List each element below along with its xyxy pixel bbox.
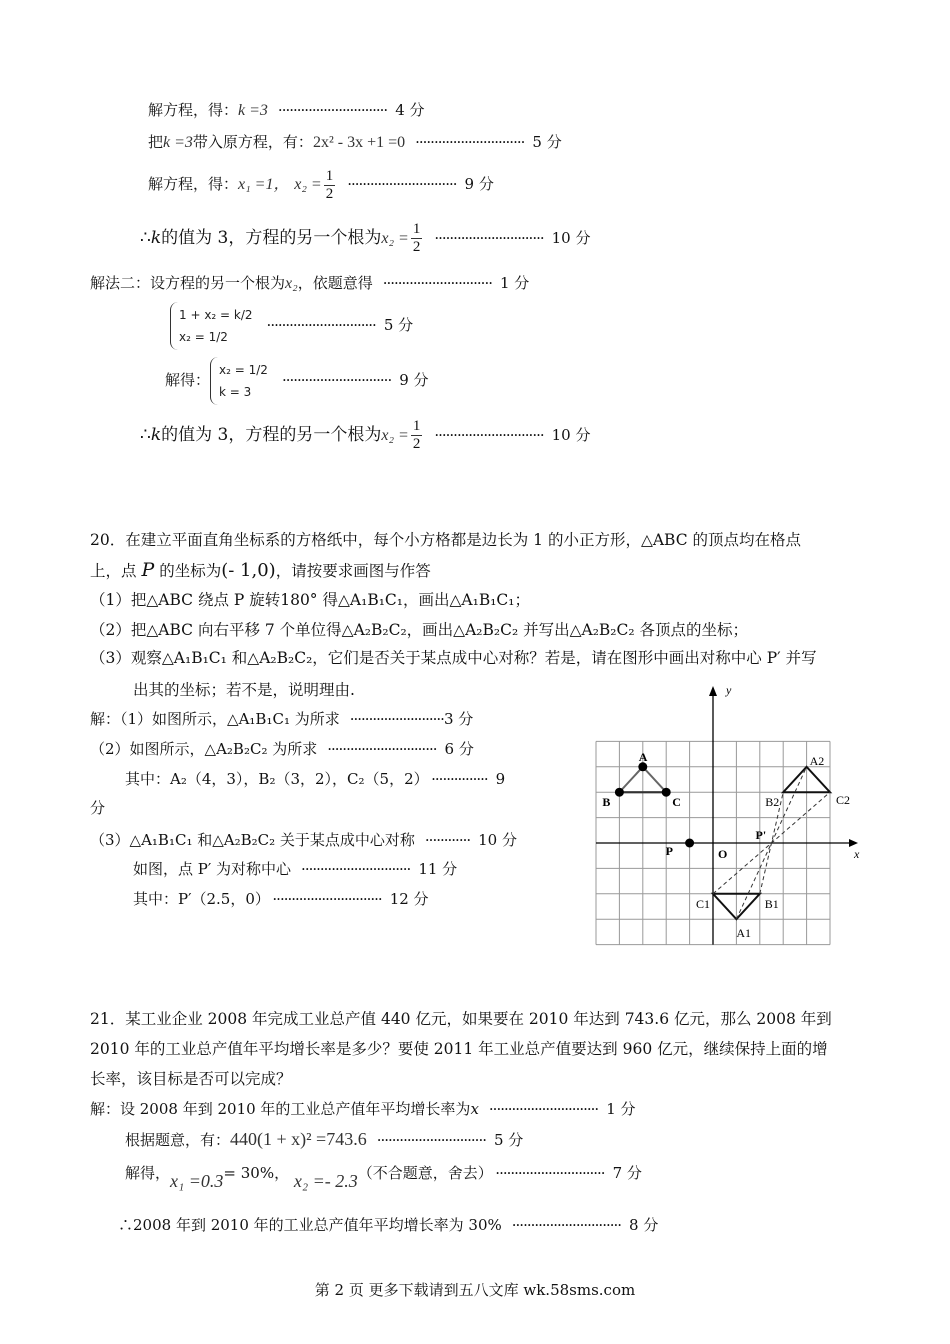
score: 11 分 — [418, 860, 458, 878]
text: 上，点 — [90, 562, 137, 580]
equation: 2x² - 3x +1 =0 — [312, 134, 406, 151]
denominator: 2 — [412, 239, 421, 255]
point-c — [662, 788, 671, 797]
point-label-p: P — [665, 844, 673, 858]
fraction — [324, 168, 336, 203]
leader-dots: ····························· — [434, 426, 544, 444]
equation: x₂ = 1/2 — [179, 330, 228, 344]
origin-label: O — [718, 847, 728, 861]
equation: 1 + x₂ = k/2 — [179, 308, 253, 322]
leader-dots: ····························· — [281, 371, 392, 389]
math: x₂ = — [381, 427, 409, 444]
point-label-c2: C2 — [836, 793, 851, 808]
point-p — [685, 839, 694, 848]
denominator: 2 — [325, 185, 334, 202]
solution2-system2 — [165, 357, 429, 405]
leader-dots: ····························· — [415, 133, 525, 151]
point-label-b2: B2 — [765, 795, 780, 810]
q21-answer1 — [90, 1099, 636, 1119]
score: 9 分 — [399, 371, 429, 389]
equation: k = 3 — [219, 385, 252, 399]
therefore: ∴ — [140, 228, 151, 248]
point-label-b1: B1 — [764, 896, 779, 911]
text: 其中：A₂（4，3），B₂（3，2），C₂（5，2） — [125, 770, 422, 788]
leader-dots: ····························· — [347, 175, 457, 193]
q20-answer1 — [90, 709, 473, 729]
solution1-line2 — [148, 132, 562, 153]
score: 4 分 — [395, 101, 425, 119]
leader-dots: ····························· — [272, 890, 382, 908]
text: 的值为 3，方程的另一个根为 — [161, 425, 382, 445]
score: 3 分 — [443, 710, 474, 728]
q21-conclusion — [118, 1215, 658, 1235]
text: 解法二：设方程的另一个根为 — [90, 274, 286, 292]
text: 根据题意，有： — [125, 1131, 231, 1149]
fraction — [411, 221, 423, 256]
y-axis-arrow-icon — [709, 686, 717, 696]
q20-answer2-coords — [125, 769, 505, 789]
text: ∴2008 年到 2010 年的工业总产值年平均增长率为 30% — [118, 1216, 502, 1234]
math: x₂ =- 2.3 — [293, 1171, 358, 1191]
math: x — [470, 1100, 479, 1118]
text: 带入原方程，有： — [192, 133, 313, 151]
q20-answer2-wrap: 分 — [90, 799, 106, 817]
q20-part2: （2）把△ABC 向右平移 7 个单位得△A₂B₂C₂，画出△A₂B₂C₂ 并写出△A₂B₂C₂ 各顶点的坐标； — [90, 621, 749, 639]
q20-answer3-coords — [133, 889, 429, 909]
math: k =3 — [238, 102, 268, 119]
point-b — [615, 788, 624, 797]
point-label-b: B — [602, 795, 611, 810]
q20-part3-cont: 出其的坐标；若不是，说明理由. — [133, 681, 355, 699]
page-footer: 第 2 页 更多下载请到五八文库 wk.58sms.com — [314, 1281, 636, 1299]
math: x₁ =0.3 — [170, 1171, 224, 1191]
x-axis-arrow-icon — [849, 839, 858, 847]
text: = 30%， — [223, 1164, 290, 1182]
coordinate-grid-figure — [590, 680, 860, 950]
q21-stem-line1: 21．某工业企业 2008 年完成工业总产值 440 亿元，如果要在 2010 年达到 743.6 亿元，那么 2008 年到 — [90, 1010, 832, 1028]
leader-dots: ····························· — [327, 740, 437, 758]
equation-system — [210, 357, 272, 405]
leader-dots: ····························· — [434, 229, 544, 247]
text: 其中：P′（2.5，0） — [133, 890, 263, 908]
score: 1 分 — [606, 1100, 636, 1118]
leader-dots: ····························· — [301, 860, 411, 878]
score: 10 分 — [551, 426, 591, 444]
point-label-c: C — [672, 795, 681, 810]
q20-answer3-center — [133, 859, 457, 879]
math: x₂ — [285, 275, 298, 292]
math: P — [141, 559, 155, 581]
equation: x₂ = 1/2 — [219, 363, 268, 377]
score: 5 分 — [383, 316, 414, 334]
score: 9 — [495, 770, 506, 788]
equation: 440(1 + x)² =743.6 — [230, 1129, 367, 1149]
q20-stem-line1: 20．在建立平面直角坐标系的方格纸中，每个小方格都是边长为 1 的小正方形，△ABC 的顶点均在格点 — [90, 531, 802, 549]
text: ，依题意得 — [297, 274, 373, 292]
solution2-system1 — [170, 302, 413, 350]
score: 10 分 — [478, 831, 517, 849]
text: 的坐标为 — [159, 562, 222, 580]
leader-dots: ····························· — [495, 1164, 605, 1182]
leader-dots: ····························· — [266, 316, 376, 334]
leader-dots: ····························· — [488, 1100, 599, 1118]
text: 解得： — [165, 371, 211, 389]
text: 把 — [148, 133, 164, 151]
text: 如图，点 P′ 为对称中心 — [133, 860, 292, 878]
denominator: 2 — [412, 436, 421, 452]
math: (- 1,0) — [221, 560, 276, 581]
score: 7 分 — [612, 1164, 642, 1182]
y-axis-label: y — [726, 683, 732, 697]
q21-answer2 — [125, 1129, 523, 1150]
numerator: 1 — [412, 221, 421, 237]
fraction — [411, 418, 423, 453]
leader-dots: ····························· — [511, 1216, 622, 1234]
point-label-a: A — [638, 749, 648, 764]
q20-stem-line2 — [90, 560, 431, 581]
point-label-a2: A2 — [809, 753, 825, 768]
solution1-line3 — [148, 166, 494, 203]
math: k =3 — [163, 134, 193, 151]
math: x₂ = — [294, 176, 322, 193]
text: （不合题意，舍去） — [357, 1164, 486, 1182]
point-label-p1: P' — [755, 828, 767, 842]
leader-dots: ····························· — [376, 1131, 486, 1149]
point-label-a1: A1 — [736, 926, 752, 941]
text: 解：（1）如图所示，△A₁B₁C₁ 为所求 — [90, 710, 340, 728]
point-label-c1: C1 — [696, 896, 711, 911]
solution2-conclusion — [140, 417, 590, 454]
score: 8 分 — [629, 1216, 659, 1234]
score: 6 分 — [444, 740, 474, 758]
text: （2）如图所示，△A₂B₂C₂ 为所求 — [90, 740, 318, 758]
math: x₂ = — [381, 230, 409, 247]
q20-part3: （3）观察△A₁B₁C₁ 和△A₂B₂C₂，它们是否关于某点成中心对称？若是，请在图形中画出对称中心 P′ 并写 — [90, 649, 817, 667]
q21-stem-line3: 长率，该目标是否可以完成？ — [90, 1070, 292, 1088]
equation-system — [170, 302, 257, 350]
math: k — [150, 425, 162, 445]
math: x₁ =1， — [238, 176, 290, 193]
leader-dots: ············ — [424, 831, 471, 849]
q20-part1: （1）把△ABC 绕点 P 旋转180° 得△A₁B₁C₁，画出△A₁B₁C₁； — [90, 591, 530, 609]
q21-stem-line2: 2010 年的工业总产值年平均增长率是多少？要使 2011 年工业总产值要达到 960 亿元，继续保持上面的增 — [90, 1040, 828, 1058]
q20-answer3 — [90, 830, 517, 850]
text: 解方程，得： — [148, 175, 239, 193]
math: k — [150, 228, 162, 248]
score: 5 分 — [532, 133, 562, 151]
text: 解方程，得： — [148, 101, 239, 119]
leader-dots: ························· — [349, 710, 444, 728]
text: 解：设 2008 年到 2010 年的工业总产值年平均增长率为 — [90, 1100, 471, 1118]
score: 9 分 — [464, 175, 494, 193]
x-axis-label: x — [854, 847, 860, 861]
text: 的值为 3，方程的另一个根为 — [161, 228, 382, 248]
leader-dots: ····························· — [382, 274, 492, 292]
score: 10 分 — [551, 229, 591, 247]
score: 12 分 — [389, 890, 429, 908]
text: 解得， — [125, 1164, 171, 1182]
score: 1 分 — [499, 274, 530, 292]
leader-dots: ····························· — [277, 101, 388, 119]
q21-answer3 — [125, 1162, 642, 1191]
q20-answer2 — [90, 739, 474, 759]
text: ，请按要求画图与作答 — [275, 562, 431, 580]
therefore: ∴ — [140, 425, 151, 445]
numerator: 1 — [325, 167, 334, 184]
text: （3）△A₁B₁C₁ 和△A₂B₂C₂ 关于某点成中心对称 — [90, 831, 415, 849]
score: 5 分 — [493, 1131, 524, 1149]
solution2-line1 — [90, 273, 529, 294]
solution1-conclusion — [140, 220, 590, 257]
leader-dots: ··············· — [431, 770, 488, 788]
numerator: 1 — [412, 418, 421, 434]
solution1-line1 — [148, 100, 425, 121]
